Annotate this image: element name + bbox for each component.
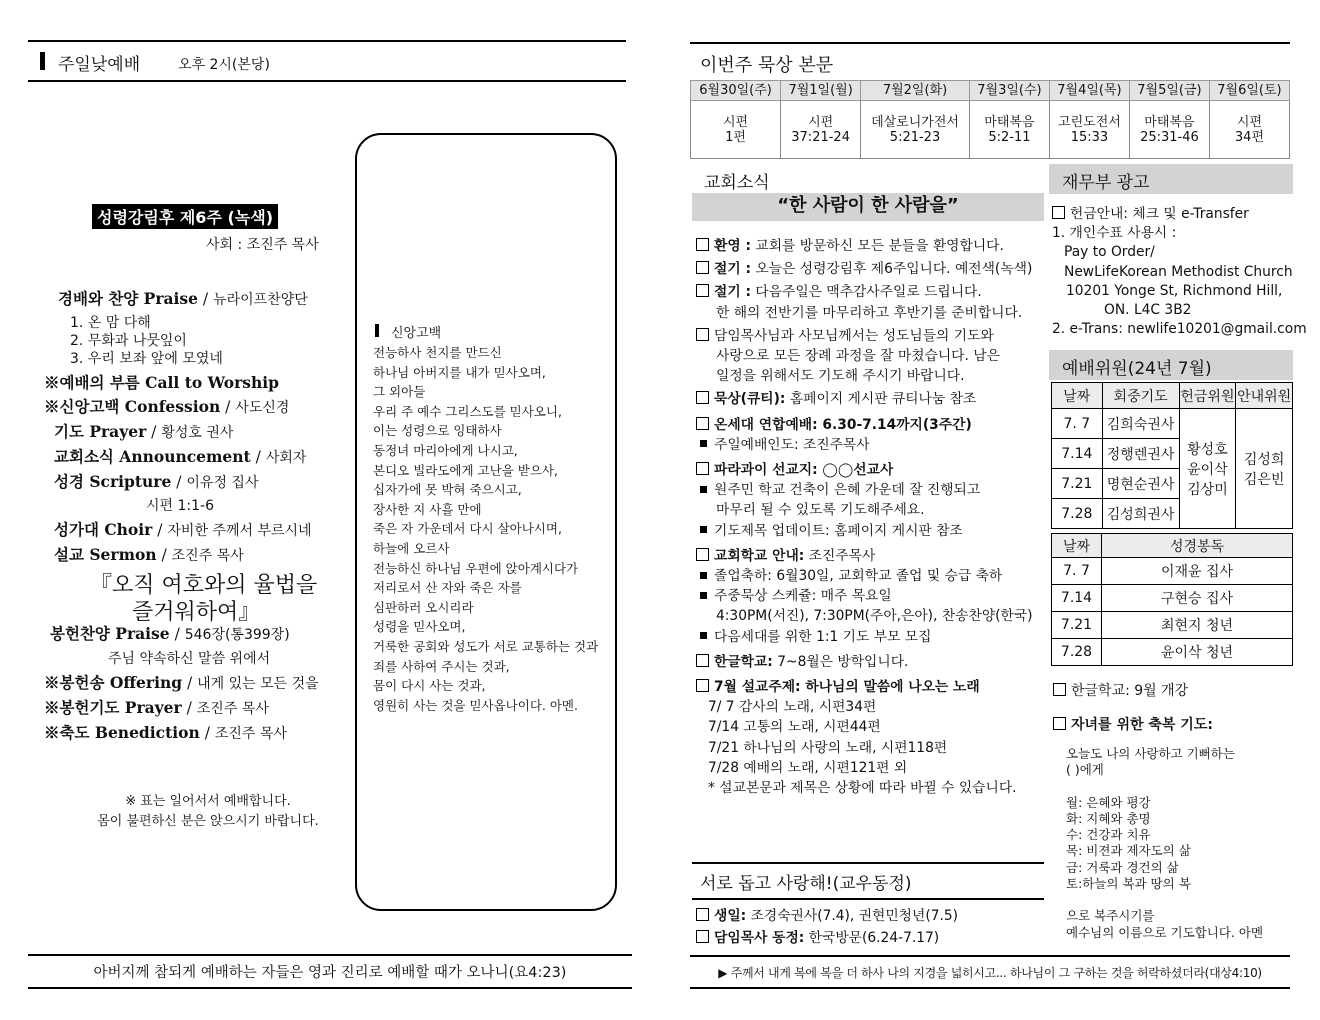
checkbox-icon: [1052, 206, 1065, 219]
sitting-note: 몸이 불편하신 분은 앉으시기 바랍니다.: [97, 814, 319, 829]
creed-line: 우리 주 예수 그리스도를 믿사오니,: [373, 403, 562, 419]
sermon-note: * 설교본문과 제목은 상황에 따라 바뀔 수 있습니다.: [708, 780, 1017, 797]
sermon-week-1: 7/ 7 감사의 노래, 시편34편: [708, 699, 877, 716]
song-item: 3. 우리 보좌 앞에 모였네: [70, 351, 223, 367]
blessing-line: [1066, 892, 1263, 908]
news-school: 교회학교 안내: 조진주목사: [696, 546, 1046, 566]
creed-line: 이는 성령으로 잉태하사: [373, 423, 502, 439]
order-item: 기도 Prayer / 황성호 권사: [54, 422, 234, 441]
standing-note: ※ 표는 일어서서 예배합니다.: [125, 794, 291, 809]
servers-title: 예배위원(24년 7월): [1062, 359, 1212, 379]
reading-passage: 마태복음 5:2-11: [969, 101, 1049, 159]
creed-line: 영원히 사는 것을 믿사옵나이다. 아멘.: [373, 697, 578, 713]
mutual-rule-bottom: [692, 898, 1044, 900]
checkbox-icon: [696, 930, 709, 943]
order-item: ※예배의 부름 Call to Worship: [44, 373, 279, 392]
checkbox-icon: [696, 462, 709, 475]
news-joint-sub: 주일예배인도: 조진주목사: [696, 435, 1046, 455]
season-title: 성령강림후 제6주 (녹색): [92, 204, 278, 229]
song-item: 2. 무화과 나뭇잎이: [70, 333, 187, 349]
mutual-title: 서로 돕고 사랑해!(교우동정): [700, 874, 912, 894]
pastor-trip-line: 담임목사 동정: 한국방문(6.24-7.17): [696, 926, 939, 946]
news-list: [696, 236, 1046, 798]
bible-table: 날짜 성경봉독 7. 7 이재윤 집사 7.14 구현승 집사 7.21 최현지 청년 7.28 윤이삭 청년: [1051, 533, 1293, 666]
top-rule: [28, 40, 626, 42]
news-school-sub1: 졸업축하: 6월30일, 교회학교 졸업 및 승급 축하: [696, 566, 1046, 586]
creed-line: 하늘에 오르사: [373, 540, 450, 556]
song-item: 1. 온 맘 다해: [70, 315, 151, 331]
news-sermon: 7월 설교주제: 하나님의 말씀에 나오는 노래: [696, 677, 1046, 697]
creed-line: 십자가에 못 박혀 죽으시고,: [373, 482, 522, 498]
footer-rule-top: [690, 955, 1290, 957]
news-title: 교회소식: [704, 173, 770, 193]
creed-line: 전능하사 천지를 만드신: [373, 345, 502, 360]
checkbox-icon: [696, 238, 709, 251]
footer-rule-top: [28, 954, 632, 956]
servers-header: 날짜: [1052, 383, 1103, 409]
reading-passage: 시편 37:21-24: [781, 101, 861, 159]
order-item: 봉헌찬양 Praise / 546장(통399장): [50, 624, 290, 643]
news-school-sub3: 다음세대를 위한 1:1 기도 부모 모집: [696, 627, 1046, 647]
news-pastor: 담임목사님과 사모님께서는 성도님들의 기도와: [696, 326, 1046, 346]
creed-line: 하나님 아버지를 내가 믿사오며,: [373, 364, 546, 380]
servers-header: 헌금위원: [1179, 383, 1236, 409]
creed-line: 본디오 빌라도에게 고난을 받으사,: [373, 462, 558, 478]
sermon-week-3: 7/21 하나님의 사랑의 노래, 시편118편: [708, 739, 948, 756]
servers-table: 날짜 회중기도 헌금위원 안내위원 7. 7 김희숙권사 황성호 윤이삭 김상미 김성희 김은빈 7.14 정행렌권사 7.21 명현순권사 7.28 김성희권사: [1051, 382, 1293, 529]
birthday-line: 생일: 조경숙권사(7.4), 권현민청년(7.5): [696, 904, 958, 924]
reading-passage: 시편 1편: [691, 101, 781, 159]
news-welcome: 환영 : 교회를 방문하신 모든 분들을 환영합니다.: [696, 236, 1046, 256]
creed-line: 그 외아들: [373, 384, 426, 400]
bullet-icon: [700, 486, 707, 493]
korean-school-line: 한글학교: 9월 개강: [1053, 680, 1188, 700]
news-season2-cont: 한 해의 전반기를 마무리하고 후반기를 준비합니다.: [716, 304, 1023, 321]
reading-date: 7월6일(토): [1209, 81, 1289, 101]
order-item: ※신앙고백 Confession / 사도신경: [44, 397, 290, 416]
offering-team: 황성호 윤이삭 김상미: [1179, 409, 1236, 529]
checkbox-icon: [696, 654, 709, 667]
checkbox-icon: [696, 679, 709, 692]
blessing-title-line: 자녀를 위한 축복 기도:: [1053, 714, 1213, 734]
news-school-sub2: 주중묵상 스케쥴: 매주 목요일: [696, 586, 1046, 606]
reading-date: 7월1일(월): [781, 81, 861, 101]
news-qt: 묵상(큐티): 홈페이지 게시판 큐티나눔 참조: [696, 389, 1046, 409]
header-rule: [28, 80, 626, 82]
creed-marker: [375, 324, 379, 337]
usher-team: 김성희 김은빈: [1236, 409, 1293, 529]
creed-line: 성령을 믿사오며,: [373, 619, 466, 635]
checkbox-icon: [696, 328, 709, 341]
checkbox-icon: [696, 908, 709, 921]
finance-info: 헌금안내: 체크 및 e-Transfer 1. 개인수표 사용시 : Pay to Order/ NewLifeKorean Methodist Church 10201 Yonge St, Richmond Hill, ON. L4C 3B2 2. e-Trans: newlife10201@gmail.com: [1052, 206, 1307, 338]
footer-verse: ▶ 주께서 내게 복에 복을 더 하사 나의 지경을 넓히시고... 하나님이 그 구하는 것을 허락하셨더라(대상4:10): [718, 966, 1262, 980]
footer-verse: 아버지께 참되게 예배하는 자들은 영과 진리로 예배할 때가 오나니(요4:23): [93, 965, 567, 981]
footer-rule-bottom: [28, 987, 632, 989]
presider: 사회 : 조진주 목사: [206, 237, 319, 253]
news-mission-sub1: 원주민 학교 건축이 은혜 가운데 잘 진행되고: [696, 480, 1046, 500]
order-item: 교회소식 Announcement / 사회자: [54, 447, 307, 466]
news-school-sub2b: 4:30PM(서진), 7:30PM(주아,은아), 찬송찬양(한국): [716, 608, 1033, 625]
blessing-line: 목: 비젼과 제자도의 삶: [1066, 843, 1191, 859]
finance-title: 재무부 광고: [1062, 173, 1150, 193]
order-item: ※축도 Benediction / 조진주 목사: [44, 723, 287, 742]
servers-header: 회중기도: [1102, 383, 1179, 409]
creed-line: 저리로서 산 자와 죽은 자를: [373, 580, 522, 596]
news-season2: 절기 : 다음주일은 맥추감사주일로 드립니다.: [696, 282, 1046, 302]
creed-line: 심판하러 오시리라: [373, 599, 474, 615]
reading-date: 7월5일(금): [1129, 81, 1209, 101]
checkbox-icon: [1053, 683, 1066, 696]
news-pastor-3: 일정을 위해서도 기도해 주시기 바랍니다.: [716, 368, 965, 385]
blessing-line: 토:하늘의 복과 땅의 복: [1066, 876, 1191, 892]
checkbox-icon: [1053, 717, 1066, 730]
reading-date: 6월30일(주): [691, 81, 781, 101]
news-pastor-2: 사랑으로 모든 장례 과정을 잘 마쳤습니다. 남은: [716, 348, 1000, 365]
reading-passage: 고린도전서 15:33: [1049, 101, 1129, 159]
servers-header: 안내위원: [1236, 383, 1293, 409]
service-time: 오후 2시(본당): [178, 57, 270, 73]
blessing-line: 화: 지혜와 총명: [1066, 810, 1151, 826]
creed-text: [373, 343, 598, 715]
news-mission: 파라과이 선교지: ◯◯선교사: [696, 460, 1046, 480]
reading-date: 7월4일(목): [1049, 81, 1129, 101]
footer-rule-bottom: [690, 987, 1290, 989]
creed-line: 죄를 사하여 주시는 것과,: [373, 658, 510, 674]
creed-line: 거룩한 공회와 성도가 서로 교통하는 것과: [373, 638, 599, 654]
mutual-rule-top: [692, 862, 1044, 864]
order-item: 경배와 찬양 Praise / 뉴라이프찬양단: [58, 289, 308, 308]
bullet-icon: [700, 632, 707, 639]
service-title: 주일낮예배: [58, 55, 141, 75]
news-korean: 한글학교: 7~8월은 방학입니다.: [696, 652, 1046, 672]
checkbox-icon: [696, 548, 709, 561]
readings-table: [690, 80, 1290, 159]
blessing-line: ( )에게: [1066, 762, 1104, 778]
bullet-icon: [700, 440, 707, 447]
order-item: ※봉헌송 Offering / 내게 있는 모든 것을: [44, 673, 319, 692]
creed-line: 동정녀 마리아에게 나시고,: [373, 442, 518, 458]
news-mission-sub1b: 마무리 될 수 있도록 기도해주세요.: [716, 502, 925, 519]
order-item: 설교 Sermon / 조진주 목사: [54, 545, 244, 564]
scripture-ref: 시편 1:1-6: [146, 498, 214, 514]
sermon-title-1: 『오직 여호와의 율법을: [90, 573, 318, 598]
hymn-title: 주님 약속하신 말씀 위에서: [108, 651, 271, 667]
sermon-week-4: 7/28 예배의 노래, 시편121편 외: [708, 759, 908, 776]
header-marker: [40, 52, 45, 70]
checkbox-icon: [696, 261, 709, 274]
checkbox-icon: [696, 391, 709, 404]
blessing-line: [1066, 779, 1263, 795]
reading-passage: 시편 34편: [1209, 101, 1289, 159]
reading-passage: 마태복음 25:31-46: [1129, 101, 1209, 159]
order-item: 성가대 Choir / 자비한 주께서 부르시네: [54, 520, 312, 539]
reading-passage: 데살로니가전서 5:21-23: [861, 101, 970, 159]
blessing-line: 으로 복주시기를: [1066, 908, 1155, 924]
news-mission-sub2: 기도제목 업데이트: 홈페이지 게시판 참조: [696, 521, 1046, 541]
creed-line: 몸이 다시 사는 것과,: [373, 678, 486, 694]
blessing-line: 월: 은혜와 평강: [1066, 794, 1151, 810]
bullet-icon: [700, 526, 707, 533]
creed-line: 장사한 지 사흘 만에: [373, 501, 482, 517]
checkbox-icon: [696, 284, 709, 297]
readings-title: 이번주 묵상 본문: [700, 55, 834, 76]
creed-title: 신앙고백: [391, 326, 442, 341]
sermon-week-2: 7/14 고통의 노래, 시편44편: [708, 719, 881, 736]
news-theme: “한 사람이 한 사람을”: [692, 193, 1044, 221]
blessing-text: [1066, 746, 1263, 941]
blessing-line: 예수님의 이름으로 기도합니다. 아멘: [1066, 924, 1264, 940]
news-season: 절기 : 오늘은 성령강림후 제6주입니다. 예전색(녹색): [696, 259, 1046, 279]
order-item: 성경 Scripture / 이유정 집사: [54, 472, 259, 491]
bullet-icon: [700, 592, 707, 599]
bullet-icon: [700, 572, 707, 579]
reading-date: 7월3일(수): [969, 81, 1049, 101]
sermon-title-2: 즐거워하여』: [132, 600, 261, 625]
creed-line: 죽은 자 가운데서 다시 살아나시며,: [373, 521, 562, 537]
order-item: ※봉헌기도 Prayer / 조진주 목사: [44, 698, 269, 717]
blessing-line: 수: 건강과 치유: [1066, 827, 1151, 843]
top-rule: [690, 42, 1290, 44]
news-joint: 온세대 연합예배: 6.30-7.14까지(3주간): [696, 415, 1046, 435]
blessing-line: 금: 거룩과 경건의 삶: [1066, 859, 1179, 875]
creed-line: 전능하신 하나님 우편에 앉아계시다가: [373, 560, 579, 576]
reading-date: 7월2일(화): [861, 81, 970, 101]
blessing-line: 오늘도 나의 사랑하고 기뻐하는: [1066, 746, 1235, 761]
checkbox-icon: [696, 417, 709, 430]
